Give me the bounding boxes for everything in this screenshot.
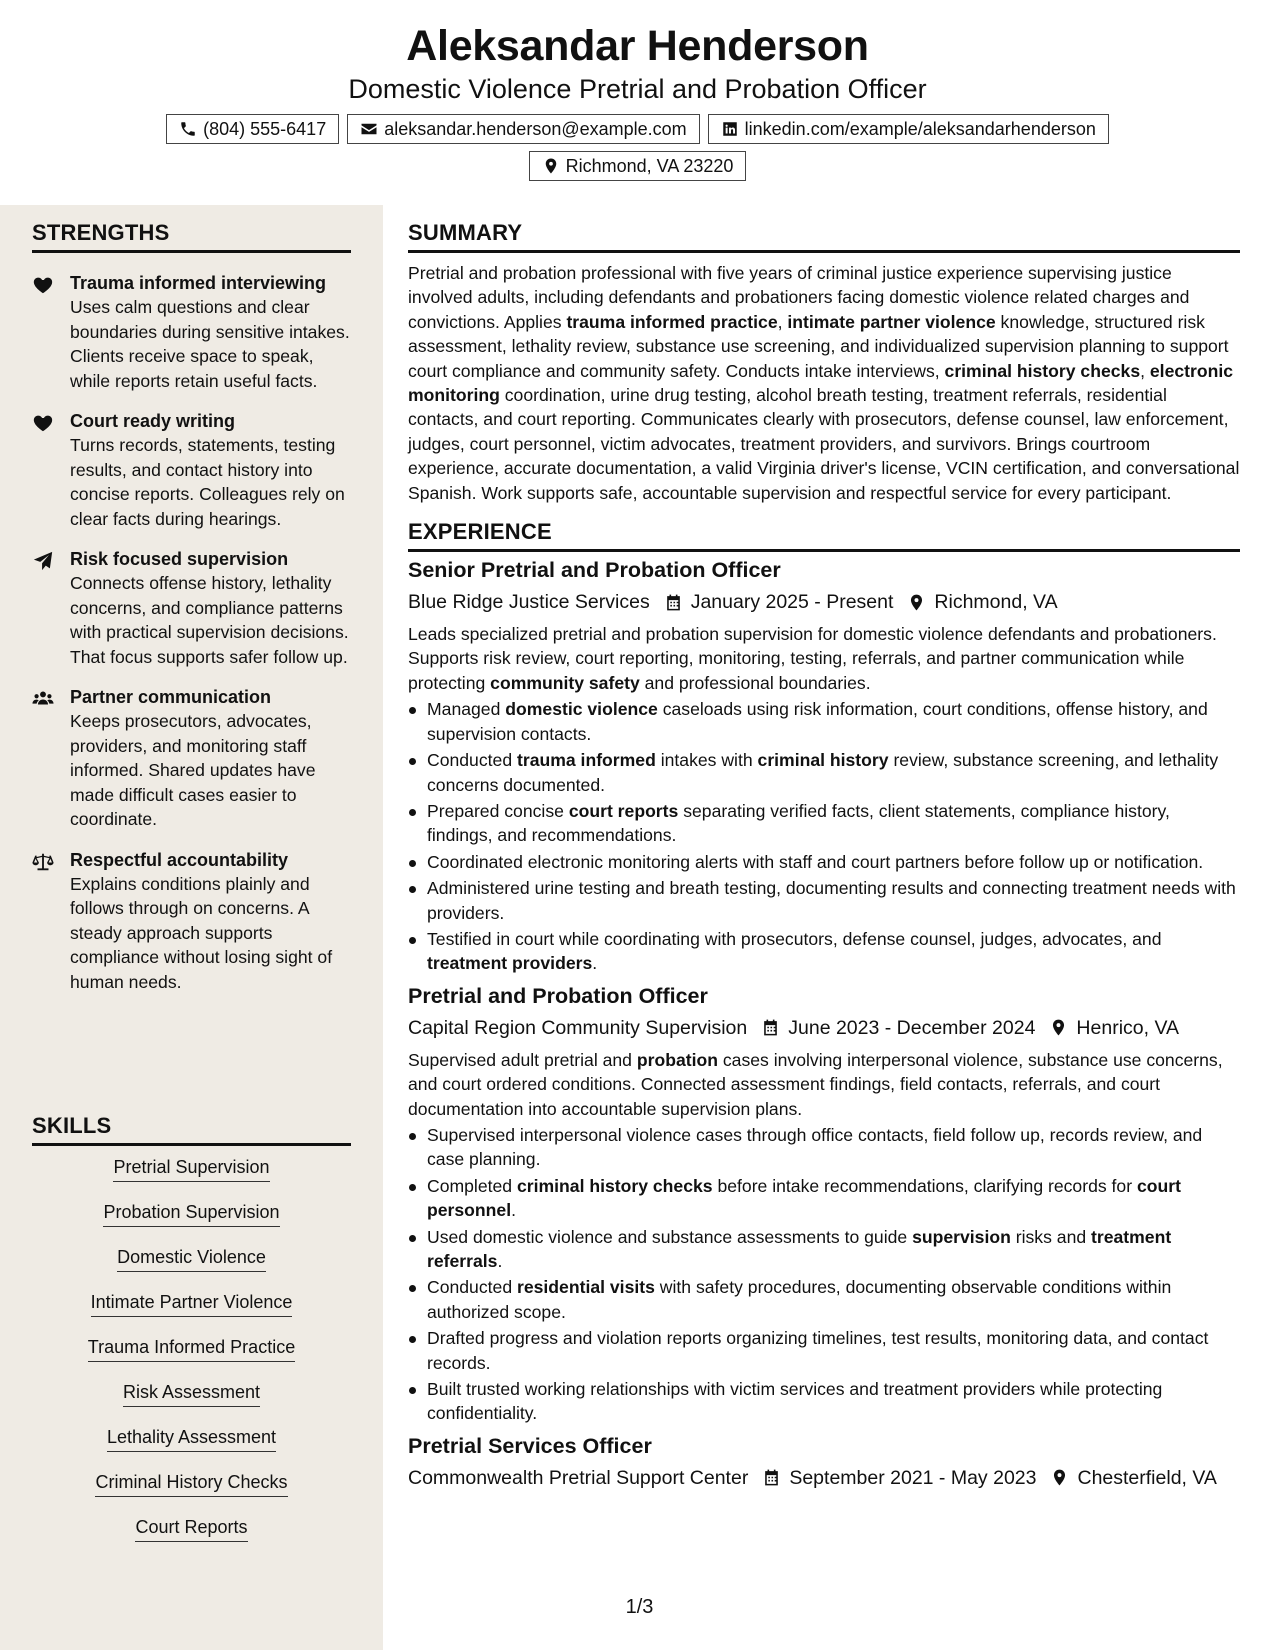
strength-item xyxy=(32,849,357,995)
bold-keyword: trauma informed xyxy=(517,750,656,771)
page-number: 1/3 xyxy=(625,1596,654,1618)
strength-title: Risk focused supervision xyxy=(70,549,289,569)
bold-keyword: criminal history checks xyxy=(516,1175,713,1196)
bold-keyword: intimate partner violence xyxy=(787,311,996,332)
strength-desc: Explains conditions plainly and follows through on concerns. A steady approach supports compliance without losing sight of human needs. xyxy=(70,873,333,992)
text-segment: Built trusted working relationships with victim services and treatment providers while protecting confidentiality. xyxy=(427,1379,1163,1424)
job-location: Richmond, VA xyxy=(934,591,1058,614)
strength-item xyxy=(32,410,357,531)
job-entry xyxy=(408,1434,1240,1491)
skill-item: Intimate Partner Violence xyxy=(32,1292,351,1337)
text-segment: , xyxy=(1140,360,1150,381)
skills-heading: SKILLS xyxy=(32,1113,351,1146)
phone-chip[interactable] xyxy=(166,114,339,144)
main-content xyxy=(408,205,1240,1491)
skill-item: Risk Assessment xyxy=(32,1382,351,1427)
job-entry xyxy=(408,558,1240,976)
skill-item: Trauma Informed Practice xyxy=(32,1337,351,1382)
job-location: Chesterfield, VA xyxy=(1077,1466,1217,1489)
bold-keyword: treatment referrals xyxy=(427,1226,1172,1271)
bullet-item xyxy=(408,1275,1240,1324)
text-segment: and professional boundaries. xyxy=(639,672,871,693)
strength-desc: Keeps prosecutors, advocates, providers, and monitoring staff informed. Shared updates have made difficult cases easier to coordinate. xyxy=(70,711,316,829)
strength-title: Respectful accountability xyxy=(70,849,289,870)
bold-keyword: domestic violence xyxy=(505,699,658,720)
bullet-item xyxy=(408,876,1240,925)
bullet-item xyxy=(408,697,1240,746)
skill-item: Probation Supervision xyxy=(32,1202,351,1247)
scale-icon xyxy=(32,851,54,873)
bold-keyword: supervision xyxy=(912,1226,1011,1247)
job-bullets xyxy=(408,1123,1240,1426)
job-dates: January 2025 - Present xyxy=(690,591,894,614)
map-pin-icon xyxy=(1050,1468,1069,1487)
job-meta xyxy=(408,1465,1240,1491)
job-org: Capital Region Community Supervision xyxy=(408,1016,748,1039)
bullet-item xyxy=(408,799,1240,848)
location-text: Richmond, VA 23220 xyxy=(565,155,734,176)
bold-keyword: criminal history xyxy=(757,750,889,771)
resume-header xyxy=(0,0,1275,205)
text-segment: caseloads using risk information, court conditions, offense history, and supervision contacts. xyxy=(427,699,1208,744)
experience-heading: EXPERIENCE xyxy=(408,519,1240,552)
text-segment: before intake recommendations, clarifying records for xyxy=(712,1175,1137,1196)
envelope-icon xyxy=(360,120,378,138)
linkedin-icon xyxy=(721,120,739,138)
linkedin-chip[interactable] xyxy=(708,114,1109,144)
map-pin-icon xyxy=(542,157,560,175)
skills-list xyxy=(32,1157,351,1562)
paper-plane-icon xyxy=(32,550,54,572)
bullet-item xyxy=(408,1326,1240,1375)
bold-keyword: court reports xyxy=(568,800,679,821)
bold-keyword: community safety xyxy=(490,672,640,693)
text-segment: . xyxy=(497,1251,503,1271)
text-segment: Pretrial and probation professional with five years of criminal justice experience supervising justice involved adults, including defendants and probationers facing domestic violence related charges and convictions. Applies xyxy=(408,263,1190,332)
text-segment: Managed xyxy=(427,699,506,720)
heart-icon xyxy=(32,274,54,296)
text-segment: Drafted progress and violation reports organizing timelines, test results, monitoring data, and contact records. xyxy=(427,1328,1209,1373)
job-description xyxy=(408,622,1240,695)
text-segment: separating verified facts, client statements, compliance history, findings, and recommendations. xyxy=(427,800,1170,846)
bullet-item xyxy=(408,927,1240,976)
text-segment: risks and xyxy=(1010,1226,1092,1247)
strengths-heading: STRENGTHS xyxy=(32,220,351,253)
bullet-item xyxy=(408,1174,1240,1223)
strength-title: Partner communication xyxy=(70,687,272,707)
strength-item xyxy=(32,686,357,832)
job-meta xyxy=(408,1015,1240,1041)
text-segment: Supervised interpersonal violence cases through office contacts, field follow up, records review, and case planning. xyxy=(427,1124,1203,1170)
job-dates: September 2021 - May 2023 xyxy=(789,1466,1037,1489)
bullet-item xyxy=(408,850,1240,874)
text-segment: Supervised adult pretrial and xyxy=(408,1049,637,1070)
strength-title: Trauma informed interviewing xyxy=(70,273,327,293)
strength-title: Court ready writing xyxy=(70,411,236,431)
bold-keyword: court personnel xyxy=(427,1175,1181,1221)
map-pin-icon xyxy=(1049,1018,1068,1037)
candidate-name: Aleksandar Henderson xyxy=(406,22,869,70)
candidate-title: Domestic Violence Pretrial and Probation Officer xyxy=(348,74,927,104)
strength-desc: Uses calm questions and clear boundaries during sensitive intakes. Clients receive space to speak, while reports retain useful facts. xyxy=(70,297,350,391)
summary-heading: SUMMARY xyxy=(408,220,1240,253)
text-segment: Administered urine testing and breath testing, documenting results and connecting treatment needs with providers. xyxy=(427,878,1236,923)
text-segment: coordination, urine drug testing, alcohol breath testing, treatment referrals, residential contacts, and court reporting. Communicates clearly with prosecutors, defense counsel, law enforcement, judges, court personnel, victim advocates, treatment providers, and survivors. Brings courtroom experience, accurate documentation, a valid Virginia driver's license, VCIN certification, and conversational Spanish. Work supports safe, accountable supervision and respectful service for every participant. xyxy=(408,385,1240,503)
phone-icon xyxy=(179,120,197,138)
heart-icon xyxy=(32,412,54,434)
text-segment: review, substance screening, and lethality concerns documented. xyxy=(427,750,1219,795)
job-entry xyxy=(408,984,1240,1426)
strength-item xyxy=(32,548,357,669)
map-pin-icon xyxy=(907,593,926,612)
skill-item: Court Reports xyxy=(32,1517,351,1562)
job-location: Henrico, VA xyxy=(1076,1016,1180,1039)
text-segment: Completed xyxy=(427,1175,517,1196)
skill-item: Domestic Violence xyxy=(32,1247,351,1292)
text-segment: Conducted xyxy=(427,750,517,771)
job-meta xyxy=(408,589,1240,615)
text-segment: Conducted xyxy=(427,1277,517,1298)
text-segment: Coordinated electronic monitoring alerts with staff and court partners before follow up or notification. xyxy=(427,851,1204,872)
summary-text xyxy=(408,261,1240,505)
text-segment: Prepared concise xyxy=(427,800,569,821)
strength-desc: Turns records, statements, testing results, and contact history into concise reports. Colleagues rely on clear facts during hearings. xyxy=(70,435,345,529)
bullet-item xyxy=(408,1377,1240,1426)
linkedin-text: linkedin.com/example/aleksandarhenderson xyxy=(744,118,1096,139)
skill-item: Lethality Assessment xyxy=(32,1427,351,1472)
text-segment: cases involving interpersonal violence, substance use concerns, and court ordered conditions. Connected assessment findings, field contacts, referrals, and court documentation into accountable supervision plans. xyxy=(408,1049,1223,1119)
users-icon xyxy=(32,688,54,710)
phone-text: (804) 555-6417 xyxy=(203,118,327,139)
text-segment: , xyxy=(777,311,788,332)
bold-keyword: criminal history checks xyxy=(944,360,1141,381)
job-title: Pretrial and Probation Officer xyxy=(408,983,708,1008)
skill-item: Pretrial Supervision xyxy=(32,1157,351,1202)
skill-item: Criminal History Checks xyxy=(32,1472,351,1517)
job-description xyxy=(408,1048,1240,1121)
bold-keyword: residential visits xyxy=(517,1277,655,1298)
text-segment: . xyxy=(511,1200,516,1221)
bold-keyword: treatment providers xyxy=(427,953,593,974)
email-chip[interactable] xyxy=(347,114,699,144)
bullet-item xyxy=(408,748,1240,797)
job-title: Senior Pretrial and Probation Officer xyxy=(408,558,781,583)
strength-item xyxy=(32,272,357,393)
job-dates: June 2023 - December 2024 xyxy=(788,1016,1036,1039)
strengths-list xyxy=(32,272,357,1011)
calendar-icon xyxy=(664,593,683,612)
email-text: aleksandar.henderson@example.com xyxy=(384,118,687,139)
bullet-item xyxy=(408,1225,1240,1274)
text-segment: Leads specialized pretrial and probation supervision for domestic violence defendants and probationers. Supports risk review, court reporting, monitoring, testing, referrals, and partner communication while protecting xyxy=(408,624,1217,693)
text-segment: Testified in court while coordinating with prosecutors, defense counsel, judges, advocates, and xyxy=(427,928,1162,949)
contact-row-2 xyxy=(0,151,1275,181)
text-segment: Used domestic violence and substance assessments to guide xyxy=(427,1226,913,1247)
job-bullets xyxy=(408,697,1240,975)
strength-desc: Connects offense history, lethality concerns, and compliance patterns with practical supervision decisions. That focus supports safer follow up. xyxy=(70,573,349,667)
text-segment: knowledge, structured risk assessment, lethality review, substance use screening, and individualized supervision planning to support court compliance and community safety. Conducts intake interviews, xyxy=(408,311,1229,381)
bullet-item xyxy=(408,1123,1240,1172)
job-title: Pretrial Services Officer xyxy=(408,1433,652,1458)
text-segment: . xyxy=(592,953,598,974)
calendar-icon xyxy=(762,1468,781,1487)
bold-keyword: electronic monitoring xyxy=(408,360,1234,406)
bold-keyword: trauma informed practice xyxy=(566,311,778,332)
text-segment: intakes with xyxy=(655,750,758,771)
text-segment: with safety procedures, documenting observable conditions within authorized scope. xyxy=(427,1277,1172,1322)
contact-row xyxy=(0,114,1275,144)
job-org: Commonwealth Pretrial Support Center xyxy=(408,1466,749,1489)
job-org: Blue Ridge Justice Services xyxy=(408,591,650,614)
bold-keyword: probation xyxy=(636,1049,718,1070)
location-chip xyxy=(529,151,747,181)
calendar-icon xyxy=(761,1018,780,1037)
